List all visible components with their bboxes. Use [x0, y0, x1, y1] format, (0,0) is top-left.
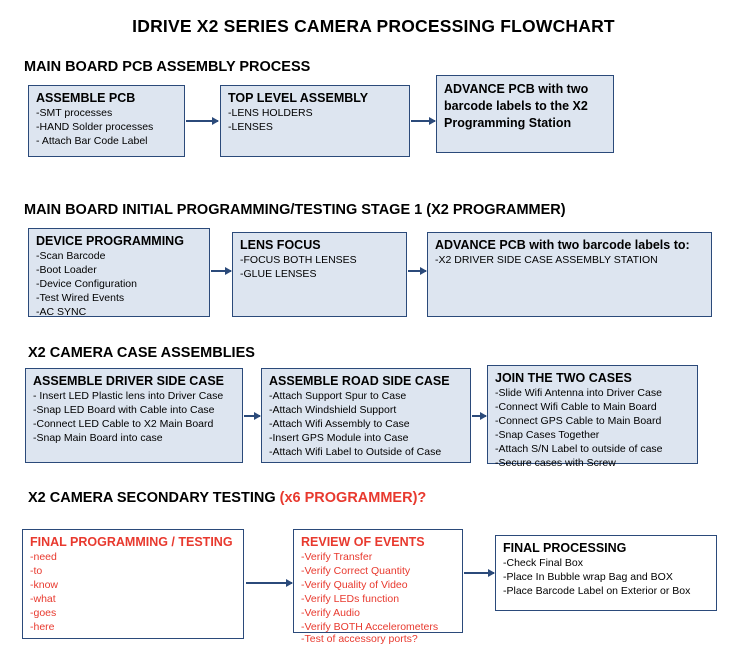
box-line: -Slide Wifi Antenna into Driver Case — [495, 387, 662, 400]
box-assemble-driver-side-case — [25, 368, 243, 463]
box-line: -to — [30, 565, 43, 578]
section-heading-3: X2 CAMERA CASE ASSEMBLIES — [28, 345, 255, 361]
box-line: -Check Final Box — [503, 557, 583, 570]
section-heading-1: MAIN BOARD PCB ASSEMBLY PROCESS — [24, 59, 311, 75]
box-line: -GLUE LENSES — [240, 268, 317, 281]
box-advance-pcb-driver-side — [427, 232, 712, 317]
section-heading-4-text: X2 CAMERA SECONDARY TESTING — [28, 490, 280, 506]
box-line: -Test of accessory ports? — [301, 633, 418, 645]
box-title: ADVANCE PCB with two barcode labels to: — [435, 238, 690, 252]
box-line: -AC SYNC — [36, 305, 87, 318]
box-line: -SMT processes — [36, 107, 113, 120]
box-title: FINAL PROCESSING — [503, 541, 627, 555]
box-line: - Insert LED Plastic lens into Driver Case — [33, 390, 224, 403]
box-line: -Verify Audio — [301, 606, 360, 619]
box-title: REVIEW OF EVENTS — [301, 535, 425, 549]
box-line: -Attach Windshield Support — [269, 404, 397, 417]
box-line: -goes — [30, 606, 57, 619]
arrow-review-to-final-processing — [464, 572, 494, 574]
box-line: -what — [30, 592, 56, 605]
box-line: -Snap Main Board into case — [33, 431, 163, 444]
box-advance-pcb-programming-station — [436, 75, 614, 153]
page-title: IDRIVE X2 SERIES CAMERA PROCESSING FLOWCHART — [132, 16, 615, 36]
box-line: -Scan Barcode — [36, 250, 106, 263]
box-line: -LENS HOLDERS — [228, 107, 313, 120]
box-top-level-assembly — [220, 85, 410, 157]
box-line: -Place Barcode Label on Exterior or Box — [503, 585, 691, 598]
box-line: -Test Wired Events — [36, 291, 125, 304]
box-join-the-two-cases — [487, 365, 698, 469]
arrow-top-level-to-advance — [411, 120, 435, 122]
box-title: ASSEMBLE DRIVER SIDE CASE — [33, 374, 225, 388]
box-line: -Connect Wifi Cable to Main Board — [495, 401, 657, 414]
box-final-processing — [495, 535, 717, 611]
box-line: -here — [30, 620, 55, 633]
arrow-driver-case-to-road-case — [244, 415, 260, 417]
box-title: TOP LEVEL ASSEMBLY — [228, 91, 369, 105]
box-line: -Insert GPS Module into Case — [269, 431, 409, 444]
box-title: DEVICE PROGRAMMING — [36, 234, 184, 248]
box-line: -Connect GPS Cable to Main Board — [495, 415, 662, 428]
box-title: FINAL PROGRAMMING / TESTING — [30, 535, 233, 549]
box-line: -X2 DRIVER SIDE CASE ASSEMBLY STATION — [435, 254, 658, 267]
box-line: -Verify BOTH Accelerometers — [301, 620, 439, 633]
box-line: -Secure cases with Screw — [495, 456, 616, 469]
section-heading-4-suffix: (x6 PROGRAMMER)? — [279, 490, 427, 506]
arrow-device-to-lens-focus — [211, 270, 231, 272]
box-assemble-pcb — [28, 85, 185, 157]
box-lens-focus — [232, 232, 407, 317]
box-line: -Attach S/N Label to outside of case — [495, 442, 663, 455]
box-line: -LENSES — [228, 121, 273, 134]
box-line: - Attach Bar Code Label — [36, 135, 148, 148]
box-final-programming-testing — [22, 529, 244, 639]
box-line: -Attach Wifi Label to Outside of Case — [269, 445, 442, 458]
arrow-final-prog-to-review — [246, 582, 292, 584]
box-line: -HAND Solder processes — [36, 121, 154, 134]
box-line: -need — [30, 551, 57, 564]
box-line: -Snap LED Board with Cable into Case — [33, 404, 215, 417]
box-title: ADVANCE PCB with two barcode labels to the X2 Programming Station — [444, 82, 589, 130]
box-review-of-events — [293, 529, 463, 645]
box-line: -Snap Cases Together — [495, 428, 600, 441]
arrow-lens-focus-to-advance — [408, 270, 426, 272]
box-assemble-road-side-case — [261, 368, 471, 463]
arrow-road-case-to-join — [472, 415, 486, 417]
arrow-pcb-to-top-level — [186, 120, 218, 122]
box-line: -Boot Loader — [36, 264, 97, 277]
box-line: -know — [30, 579, 59, 592]
box-line: -Attach Support Spur to Case — [269, 390, 407, 403]
box-line: -FOCUS BOTH LENSES — [240, 254, 357, 267]
box-title: ASSEMBLE PCB — [36, 91, 136, 105]
box-line: -Place In Bubble wrap Bag and BOX — [503, 571, 673, 584]
box-title: ASSEMBLE ROAD SIDE CASE — [269, 374, 450, 388]
box-line: -Connect LED Cable to X2 Main Board — [33, 418, 214, 431]
box-line: -Attach Wifi Assembly to Case — [269, 418, 410, 431]
box-device-programming — [28, 228, 210, 317]
section-heading-2: MAIN BOARD INITIAL PROGRAMMING/TESTING STAGE 1 (X2 PROGRAMMER) — [24, 202, 566, 218]
box-line: -Verify Quality of Video — [301, 579, 408, 592]
box-title: LENS FOCUS — [240, 238, 321, 252]
box-line: -Device Configuration — [36, 278, 137, 291]
box-title: JOIN THE TWO CASES — [495, 371, 632, 385]
box-line: -Verify Correct Quantity — [301, 565, 411, 578]
section-heading-4 — [28, 490, 426, 506]
box-line: -Verify Transfer — [301, 551, 373, 564]
box-line: -Verify LEDs function — [301, 592, 400, 605]
